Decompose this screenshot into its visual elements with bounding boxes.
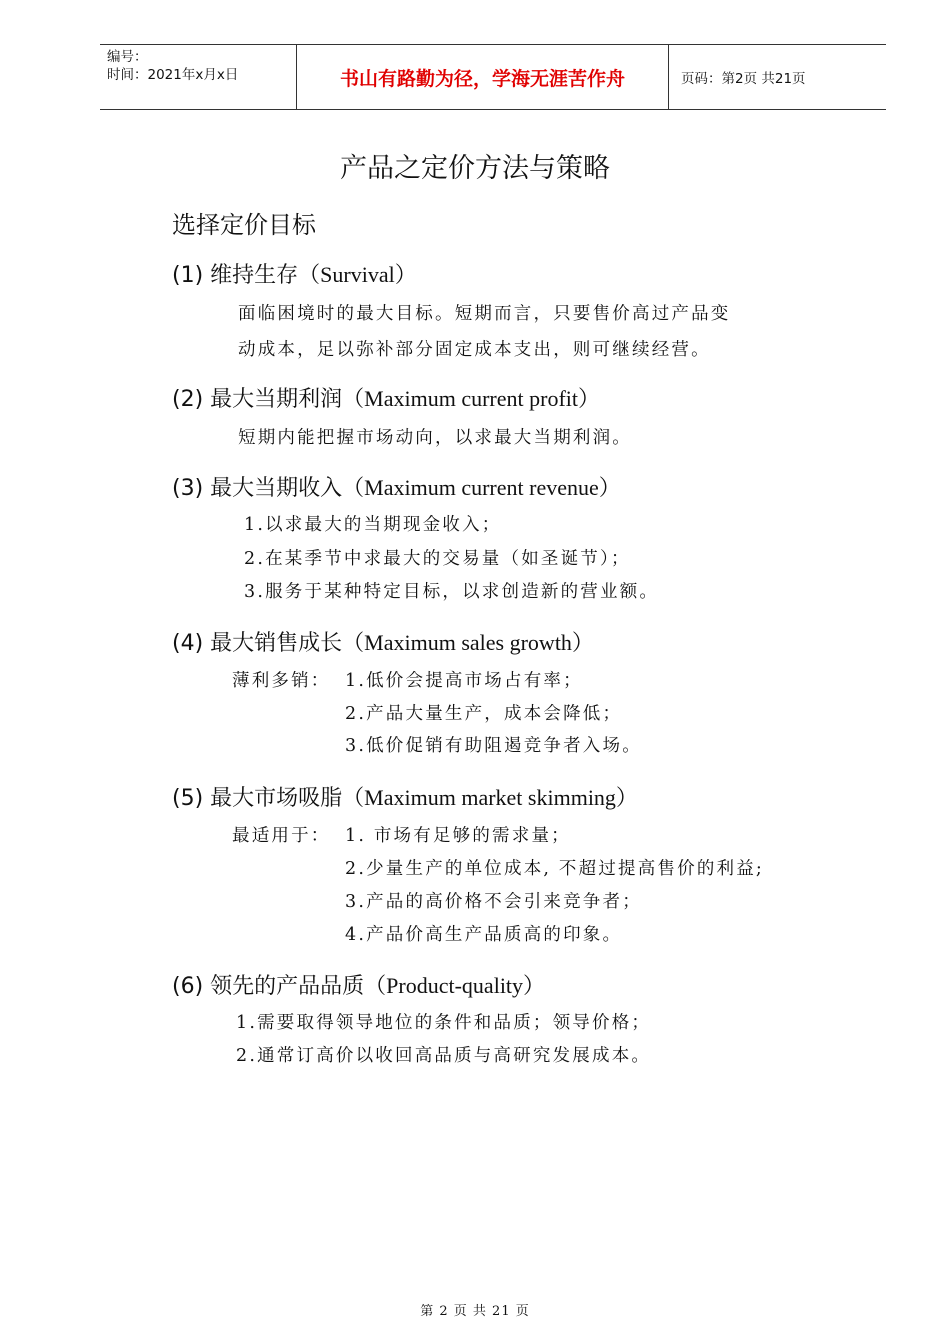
page-header: [100, 44, 886, 110]
section-heading-1: [172, 258, 417, 289]
header-meta: [100, 45, 297, 109]
header-serial: 编号：: [107, 49, 148, 65]
section-heading-3-cn: (3) 最大当期收入: [172, 476, 343, 501]
section-6-line-1: 1.需要取得领导地位的条件和品质；领导价格；: [236, 1013, 652, 1033]
section-heading-1-en: （Survival）: [298, 262, 417, 287]
section-4-line-1: 1.低价会提高市场占有率；: [345, 671, 583, 691]
section-2-line-1: 短期内能把握市场动向，以求最大当期利润。: [238, 428, 632, 448]
section-4-lead: 薄利多销：: [232, 671, 331, 691]
section-heading-3: [172, 471, 621, 502]
header-page-info: 页码：第2页 共21页: [681, 71, 806, 87]
section-3-line-3: 3.服务于某种特定目标，以求创造新的营业额。: [244, 582, 660, 602]
section-heading-6-cn: (6) 领先的产品品质: [172, 974, 365, 999]
section-5-line-1: 1. 市场有足够的需求量；: [345, 826, 571, 846]
section-heading-4: [172, 626, 594, 657]
section-3-line-2: 2.在某季节中求最大的交易量（如圣诞节）；: [244, 549, 631, 569]
section-heading-2-en: （Maximum current profit）: [342, 386, 601, 411]
section-heading-5-en: （Maximum market skimming）: [342, 785, 638, 810]
section-heading-2: [172, 382, 600, 413]
section-6-line-2: 2.通常订高价以收回高品质与高研究发展成本。: [236, 1046, 652, 1066]
document-title: 产品之定价方法与策略: [340, 153, 610, 184]
section-5-line-3: 3.产品的高价格不会引来竞争者；: [345, 892, 642, 912]
section-5-line-4: 4.产品价高生产品质高的印象。: [345, 925, 623, 945]
section-heading-6: [172, 969, 545, 1000]
section-heading-6-en: （Product-quality）: [364, 973, 546, 998]
section-5-line-2: 2.少量生产的单位成本, 不超过提高售价的利益;: [345, 859, 765, 879]
section-1-line-1: 面临困境时的最大目标。短期而言，只要售价高过产品变: [238, 304, 731, 324]
section-4-line-3: 3.低价促销有助阻遏竞争者入场。: [345, 736, 642, 756]
section-1-line-2: 动成本，足以弥补部分固定成本支出，则可继续经营。: [238, 340, 711, 360]
section-heading-5-cn: (5) 最大市场吸脂: [172, 786, 343, 811]
section-heading-5: [172, 781, 638, 812]
section-heading-3-en: （Maximum current revenue）: [342, 475, 621, 500]
header-date: 时间：2021年x月x日: [107, 67, 239, 83]
section-heading-2-cn: (2) 最大当期利润: [172, 387, 343, 412]
section-heading-4-en: （Maximum sales growth）: [342, 630, 594, 655]
section-4-line-2: 2.产品大量生产，成本会降低；: [345, 704, 623, 724]
page-footer: 第 2 页 共 21 页: [420, 1304, 530, 1319]
section-3-line-1: 1.以求最大的当期现金收入；: [244, 515, 502, 535]
section-heading-1-cn: (1) 维持生存: [172, 263, 299, 288]
section-subtitle: 选择定价目标: [172, 211, 316, 239]
section-5-lead: 最适用于：: [232, 826, 331, 846]
header-motto: 书山有路勤为径，学海无涯苦作舟: [297, 45, 669, 109]
section-heading-4-cn: (4) 最大销售成长: [172, 631, 343, 656]
